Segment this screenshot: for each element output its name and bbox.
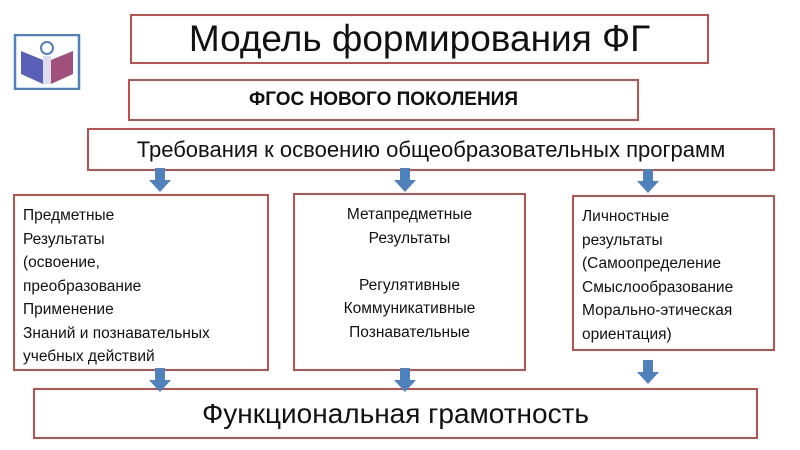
column-line: (освоение, — [23, 254, 100, 271]
title-box — [130, 14, 709, 64]
column-line: ориентация) — [582, 325, 672, 343]
arrow-down-icon — [637, 169, 659, 193]
column-line — [295, 250, 524, 274]
column-line: Морально-этическая — [582, 302, 733, 319]
column-line: учебных действий — [23, 348, 155, 365]
column-line: Предметные — [23, 207, 115, 224]
arrow-down-icon — [394, 168, 416, 192]
column-line: Коммуникативные — [343, 300, 476, 317]
functional-literacy-box — [33, 388, 758, 439]
column-line: Метапредметные — [346, 206, 473, 223]
fgos-label: ФГОС НОВОГО ПОКОЛЕНИЯ — [249, 89, 518, 110]
column-line: преобразование — [23, 277, 142, 295]
logo-icon — [13, 34, 99, 90]
requirements-label: Требования к освоению общеобразовательных программ — [136, 136, 726, 162]
fgos-box — [128, 79, 639, 121]
column-line: Результаты — [368, 229, 451, 247]
arrow-down-icon — [149, 368, 171, 392]
column-line: (Самоопределение — [582, 255, 721, 272]
personal-results-box — [572, 195, 775, 351]
arrow-down-icon — [637, 360, 659, 384]
column-line: Применение — [23, 301, 114, 318]
requirements-box — [87, 128, 775, 171]
arrow-down-icon — [149, 168, 171, 192]
column-line: Результаты — [23, 230, 105, 248]
column-line: Знаний и познавательных — [23, 324, 210, 342]
subject-results-box — [13, 194, 269, 371]
column-line: результаты — [582, 231, 663, 249]
bottom-label: Функциональная грамотность — [201, 397, 590, 429]
column-line: Познавательные — [349, 323, 470, 341]
column-line: Личностные — [582, 208, 670, 225]
page-title: Модель формирования ФГ — [188, 18, 651, 59]
column-line: Смыслообразование — [582, 278, 734, 296]
column-line: Регулятивные — [358, 276, 461, 294]
metasubject-results-box — [293, 193, 526, 371]
arrow-down-icon — [394, 368, 416, 392]
